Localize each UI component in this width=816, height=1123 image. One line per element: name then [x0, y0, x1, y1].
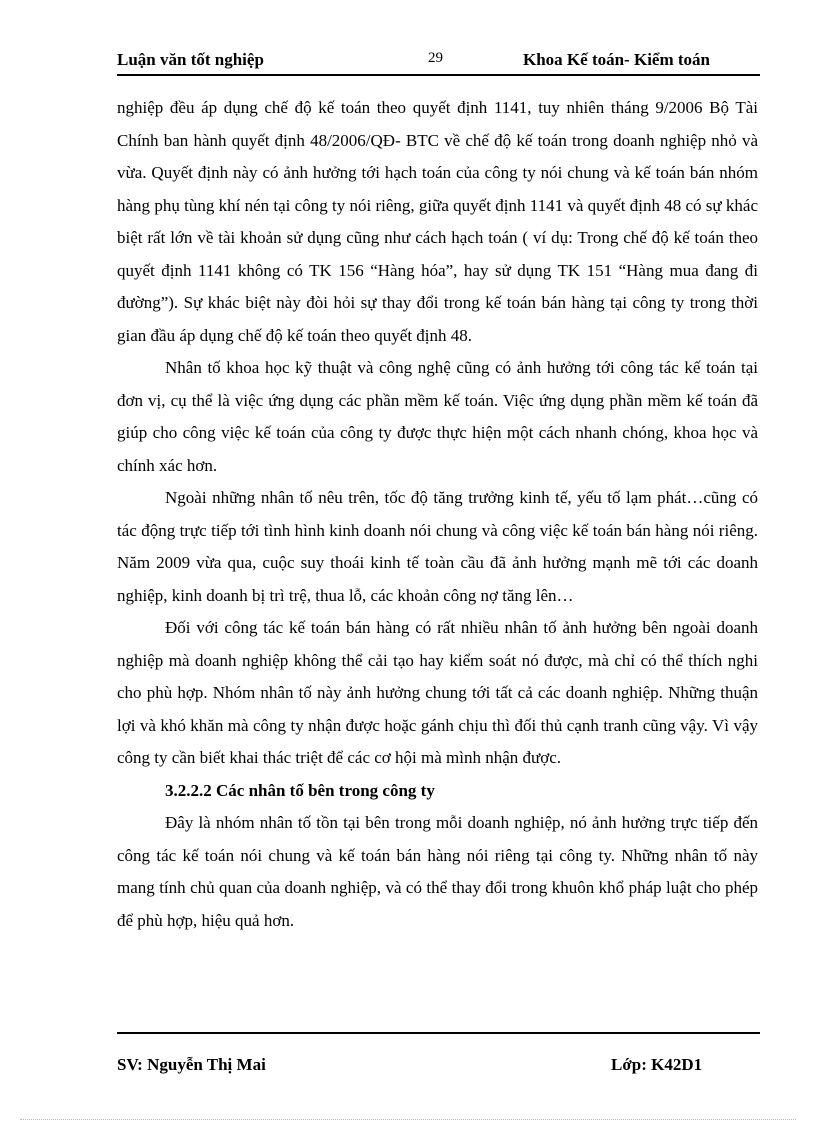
department-name: Khoa Kế toán- Kiểm toán [523, 50, 710, 69]
footer-divider [117, 1032, 760, 1034]
page-number: 29 [428, 50, 443, 66]
paragraph-1: nghiệp đều áp dụng chế độ kế toán theo quyết định 1141, tuy nhiên tháng 9/2006 Bộ Tài Chính ban hành quyết định 48/2006/QĐ- BTC về chế độ kế toán trong doanh nghiệp nhỏ và vừa. Quyết định này có ảnh hưởng tới hạch toán của công ty nói chung và kế toán bán nhóm hàng phụ tùng khí nén tại công ty nói riêng, giữa quyết định 1141 và quyết định 48 có sự khác biệt rất lớn về tài khoản sử dụng cũng như cách hạch toán ( ví dụ: Trong chế độ kế toán theo quyết định 1141 không có TK 156 “Hàng hóa”, hay sử dụng TK 151 “Hàng mua đang đi đường”). Sự khác biệt này đòi hỏi sự thay đổi trong kế toán bán hàng tại công ty trong thời gian đầu áp dụng chế độ kế toán theo quyết định 48. [117, 98, 758, 345]
paragraph-4: Đối với công tác kế toán bán hàng có rất nhiều nhân tố ảnh hưởng bên ngoài doanh nghiệp mà doanh nghiệp không thể cải tạo hay kiểm soát nó được, mà chỉ có thể thích nghi cho phù hợp. Nhóm nhân tố này ảnh hưởng chung tới tất cả các doanh nghiệp. Những thuận lợi và khó khăn mà công ty nhận được hoặc gánh chịu thì đối thủ cạnh tranh cũng vậy. Vì vậy công ty cần biết khai thác triệt để các cơ hội mà mình nhận được. [117, 618, 758, 767]
class-name: Lớp: K42D1 [611, 1055, 703, 1074]
page-body [117, 92, 758, 937]
paragraph-5: Đây là nhóm nhân tố tồn tại bên trong mỗi doanh nghiệp, nó ảnh hưởng trực tiếp đến công tác kế toán nói chung và kế toán bán hàng nói riêng tại công ty. Những nhân tố này mang tính chủ quan của doanh nghiệp, và có thể thay đổi trong khuôn khổ pháp luật cho phép để phù hợp, hiệu quả hơn. [117, 813, 758, 930]
thesis-title: Luận văn tốt nghiệp [117, 50, 264, 69]
section-heading: 3.2.2.2 Các nhân tố bên trong công ty [165, 780, 435, 800]
paragraph-3: Ngoài những nhân tố nêu trên, tốc độ tăng trưởng kinh tế, yếu tố lạm phát…cũng có tác động trực tiếp tới tình hình kinh doanh nói chung và công việc kế toán bán hàng nói riêng. Năm 2009 vừa qua, cuộc suy thoái kinh tế toàn cầu đã ảnh hưởng mạnh mẽ tới các doanh nghiệp, kinh doanh bị trì trệ, thua lỗ, các khoản công nợ tăng lên… [117, 488, 758, 605]
paragraph-2: Nhân tố khoa học kỹ thuật và công nghệ cũng có ảnh hưởng tới công tác kế toán tại đơn vị, cụ thể là việc ứng dụng các phần mềm kế toán. Việc ứng dụng phần mềm kế toán đã giúp cho công việc kế toán của công ty được thực hiện một cách nhanh chóng, khoa học và chính xác hơn. [117, 358, 758, 475]
page-bottom-edge [20, 1119, 796, 1120]
student-name: SV: Nguyễn Thị Mai [117, 1055, 266, 1074]
page-header [117, 48, 760, 76]
